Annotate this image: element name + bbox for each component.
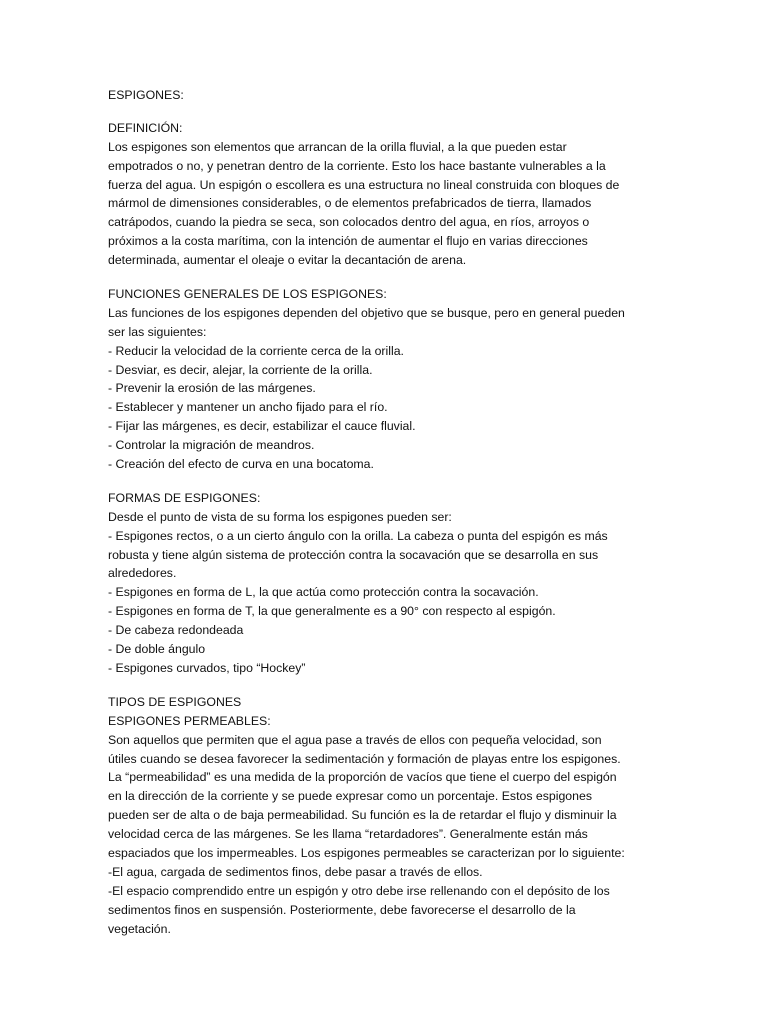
paragraph-line: Las funciones de los espigones dependen del objetivo que se busque, pero en general pueden [108, 305, 625, 320]
list-item: -El espacio comprendido entre un espigón y otro debe irse rellenando con el depósito de los [108, 883, 610, 898]
list-item: - Desviar, es decir, alejar, la corriente de la orilla. [108, 362, 373, 377]
paragraph-line: Son aquellos que permiten que el agua pase a través de ellos con pequeña velocidad, son [108, 732, 602, 747]
section-tipos [108, 693, 648, 939]
list-item: - Espigones rectos, o a un cierto ángulo con la orilla. La cabeza o punta del espigón es más [108, 528, 608, 543]
paragraph-line: Los espigones son elementos que arrancan de la orilla fluvial, a la que pueden estar [108, 139, 567, 154]
list-item: -El agua, cargada de sedimentos finos, debe pasar a través de ellos. [108, 864, 483, 879]
paragraph-line: robusta y tiene algún sistema de protección contra la socavación que se desarrolla en sus [108, 547, 599, 562]
document-title: ESPIGONES: [108, 88, 184, 102]
subsection-heading-permeables: ESPIGONES PERMEABLES: [108, 713, 271, 728]
paragraph-line: sedimentos finos en suspensión. Posteriormente, debe favorecerse el desarrollo de la [108, 902, 576, 917]
paragraph-line: catrápodos, cuando la piedra se seca, son colocados dentro del agua, en ríos, arroyos o [108, 215, 590, 230]
paragraph-line: Desde el punto de vista de su forma los espigones pueden ser: [108, 509, 452, 524]
section-heading-funciones: FUNCIONES GENERALES DE LOS ESPIGONES: [108, 287, 387, 302]
paragraph-line: útiles cuando se desea favorecer la sedimentación y formación de playas entre los espigones. [108, 751, 621, 766]
section-heading-formas: FORMAS DE ESPIGONES: [108, 490, 261, 505]
list-item: - Creación del efecto de curva en una bocatoma. [108, 457, 374, 472]
paragraph-line: vegetación. [108, 921, 171, 936]
section-formas [108, 489, 648, 678]
section-heading-definicion: DEFINICIÓN: [108, 120, 183, 135]
list-item: - Espigones en forma de L, la que actúa como protección contra la socavación. [108, 585, 539, 600]
paragraph-line: ser las siguientes: [108, 324, 207, 339]
paragraph-line: en la dirección de la corriente y se puede expresar como un porcentaje. Estos espigones [108, 789, 592, 804]
list-item: - Establecer y mantener un ancho fijado para el río. [108, 400, 388, 415]
section-definicion [108, 119, 648, 270]
section-funciones [108, 285, 648, 474]
section-heading-tipos: TIPOS DE ESPIGONES [108, 694, 242, 709]
paragraph-line: fuerza del agua. Un espigón o escollera es una estructura no lineal construida con bloques de [108, 177, 620, 192]
paragraph-line: velocidad cerca de las márgenes. Se les llama “retardadores”. Generalmente están más [108, 827, 588, 842]
paragraph-line: próximos a la costa marítima, con la intención de aumentar el flujo en varias direcciones [108, 234, 588, 249]
paragraph-line: espaciados que los impermeables. Los espigones permeables se caracterizan por lo siguiente: [108, 845, 625, 860]
list-item: - Prevenir la erosión de las márgenes. [108, 381, 316, 396]
list-item: - Espigones curvados, tipo “Hockey” [108, 660, 306, 675]
list-item: - Reducir la velocidad de la corriente cerca de la orilla. [108, 343, 404, 358]
paragraph-line: mármol de dimensiones considerables, o de elementos prefabricados de tierra, llamados [108, 196, 592, 211]
paragraph-line: pueden ser de alta o de baja permeabilidad. Su función es la de retardar el flujo y disminuir la [108, 808, 617, 823]
document-page [108, 86, 648, 938]
list-item: - De doble ángulo [108, 642, 206, 657]
list-item: - Espigones en forma de T, la que generalmente es a 90° con respecto al espigón. [108, 604, 556, 619]
list-item: - De cabeza redondeada [108, 623, 244, 638]
paragraph-line: determinada, aumentar el oleaje o evitar la decantación de arena. [108, 253, 467, 268]
paragraph-line: alrededores. [108, 566, 177, 581]
list-item: - Controlar la migración de meandros. [108, 438, 315, 453]
paragraph-line: La “permeabilidad” es una medida de la proporción de vacíos que tiene el cuerpo del espigón [108, 770, 617, 785]
paragraph-line: empotrados o no, y penetran dentro de la corriente. Esto los hace bastante vulnerables a la [108, 158, 606, 173]
list-item: - Fijar las márgenes, es decir, estabilizar el cauce fluvial. [108, 419, 416, 434]
